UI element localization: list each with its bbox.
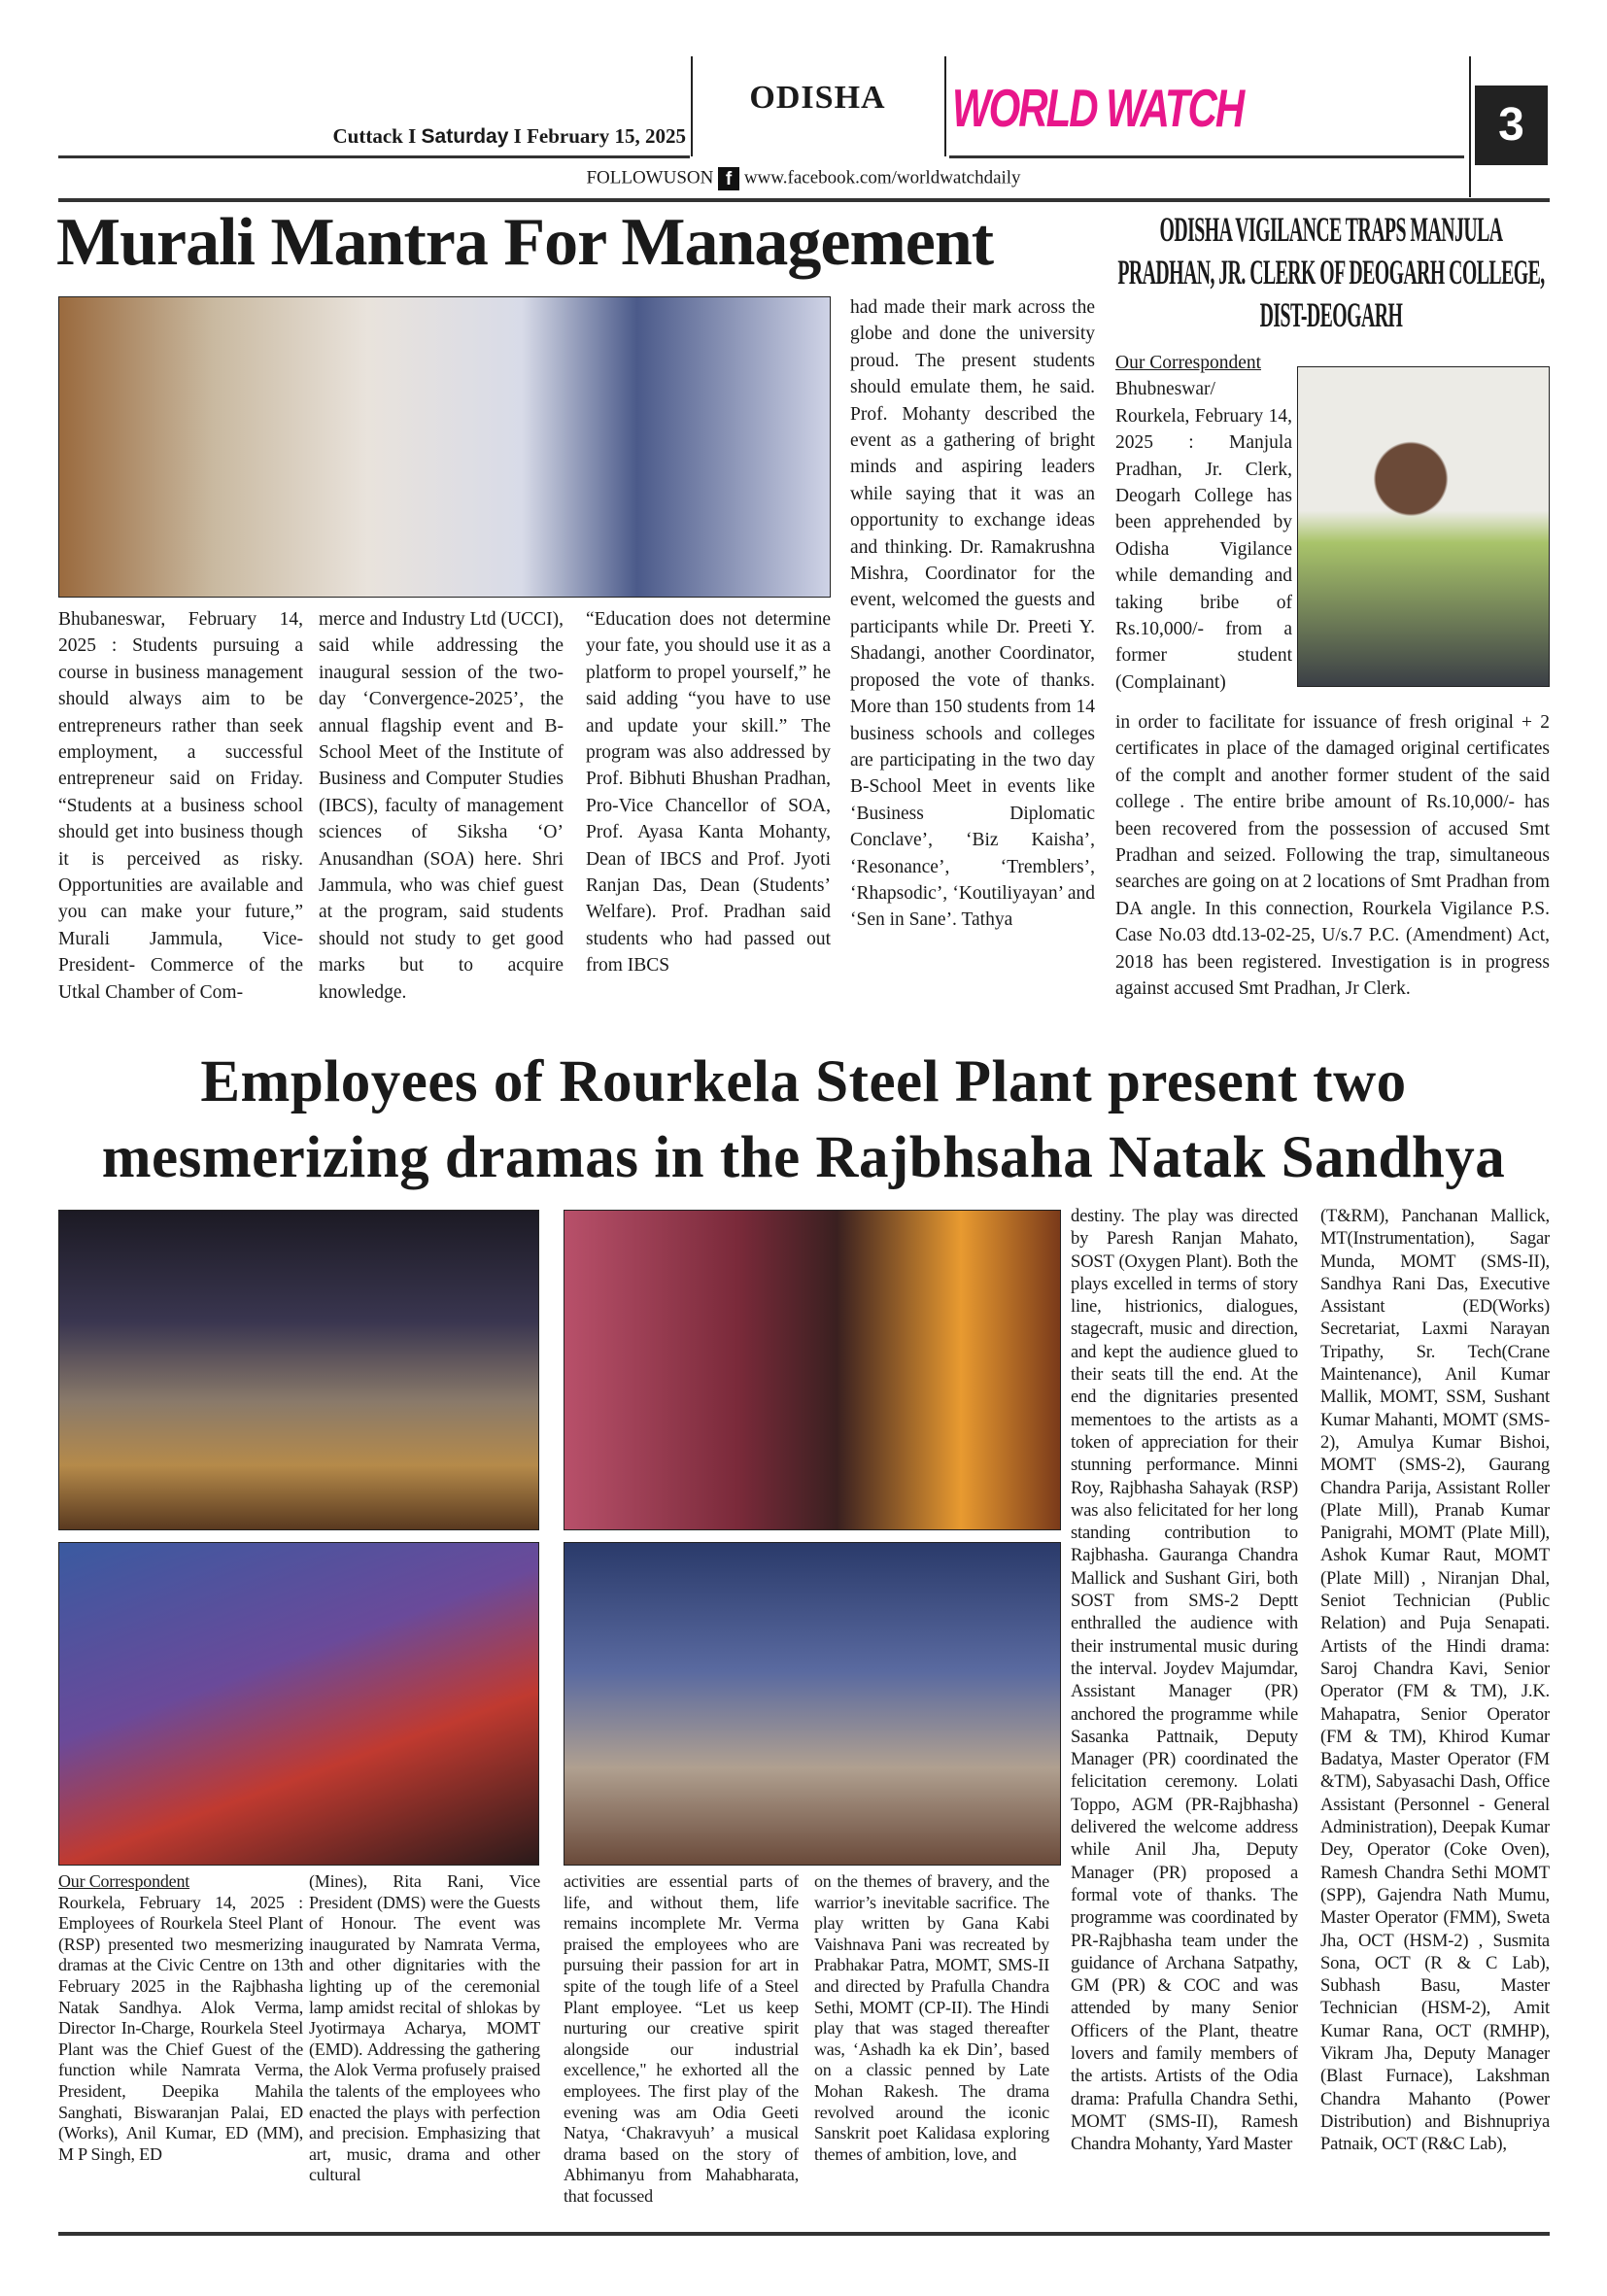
drama-performance-photo [58, 1542, 539, 1866]
rule [58, 155, 690, 158]
world-watch-logo: WORLD WATCH [952, 78, 1244, 138]
vigilance-headline: ODISHA VIGILANCE TRAPS MANJULA PRADHAN, JR. CLERK OF DEOGARH COLLEGE, DIST-DEOGARH [1117, 210, 1545, 334]
group-photo-stage [58, 1210, 539, 1530]
weekday: Saturday [421, 125, 509, 148]
rsp-headline: Employees of Rourkela Steel Plant present two mesmerizing dramas in the Rajbhsaha Natak Sandhya [101, 1049, 1506, 1190]
article-column: “Education does not determine your fate, you should use it as a platform to propel yourself,” he said adding “you have to use and update your skill.” The program was also addressed by Prof. Bibhuti Bhushan Pradhan, Pro-Vice Chancellor of SOA, Prof. Ayasa Kanta Mohanty, Dean of IBCS and Prof. Jyoti Ranjan Das, Dean (Students’ Welfare). Prof. Pradhan said students who had passed out from IBCS [586, 609, 831, 977]
byline: Our Correspondent [58, 1871, 190, 1891]
byline: Our Correspondent [1115, 353, 1262, 373]
article-headline: Murali Mantra For Management [56, 205, 994, 280]
article-column: activities are essential parts of life, and without them, life remains incomplete Mr. Verma praised the employees who are pursuing their passion for art in spite of the tough life of a Steel Plant employee. “Let us keep nurturing our creative spirit alongside our industrial excellence," he exhorted all the employees. The first play of the evening was am Odia Geeti Natya, ‘Chakravyuh’ a musical drama based on the story of Abhimanyu from Mahabharata, that focussed [564, 1871, 799, 2206]
page-number: 3 [1475, 86, 1548, 165]
facebook-link[interactable]: www.facebook.com/worldwatchdaily [743, 167, 1021, 188]
vigilance-narrow-column: Our Correspondent Bhubneswar/ Rourkela, February 14, 2025 : Manjula Pradhan, Jr. Clerk, Deogarh College has been apprehended by Odisha Vigilance while demanding and taking bribe of Rs.10,000/- from a former student (Complainant) [1115, 350, 1292, 707]
article-column: Our Correspondent Rourkela, February 14, 2025 : Employees of Rourkela Steel Plant (RSP) presented two mesmerizing dramas at the Civic Centre on 13th February 2025 in the Rajbhasha Natak Sandhya. Alok Verma, Director In-Charge, Rourkela Steel Plant was the Chief Guest of the function while Namrata Verma, President, Deepika Mahila Sanghati, Biswaranjan Palai, ED (Works), Anil Kumar, ED (MM), M P Singh, ED [58, 1871, 303, 2164]
event-photo-dignitaries [58, 296, 831, 598]
article-column: Bhubaneswar, February 14, 2025 : Students pursuing a course in business management should always aim to be entrepreneurs rather than seek employment, a successful entrepreneur said on Friday. “Students at a business school should get into business though it is perceived as risky. Opportunities are available and you can make your future,” Murali Jammula, Vice-President- Commerce of the Utkal Chamber of Com- [58, 609, 303, 1003]
article-column: (T&RM), Panchanan Mallick, MT(Instrumentation), Sagar Munda, MOMT (SMS-II), Sandhya Rani Das, Executive Assistant (ED(Works) Secretariat, Laxmi Narayan Tripathy, Sr. Tech(Crane Maintenance), Anil Kumar Mallik, MOMT, SSM, Sushant Kumar Mahanti, MOMT (SMS-2), Amulya Kumar Bishoi, MOMT (SMS-2), Gaurang Chandra Parija, Assistant Roller (Plate Mill), Pranab Kumar Panigrahi, MOMT (Plate Mill), Ashok Kumar Raut, MOMT (Plate Mill) , Niranjan Dhal, Seniot Technician (Public Relation) and Puja Senapati. Artists of the Hindi drama: Saroj Chandra Kavi, Senior Operator (FM & TM), J.K. Mahapatra, Senior Operator (FM & TM), Khirod Kumar Badatya, Master Operator (FM &TM), Sabyasachi Dash, Office Assistant (Personnel - General Administration), Deepak Kumar Dey, Operator (Coke Oven), Ramesh Chandra Sethi MOMT (SPP), Gajendra Nath Mumu, Master Operator (FMM), Sweta Jha, OCT (HSM-2) , Susmita Sona, OCT (R & C Lab), Subhash Basu, Master Technician (HSM-2), Amit Kumar Rana, OCT (RMHP), Vikram Jha, Deputy Manager (Blast Furnace), Lakshman Chandra Mahanto (Power Distribution) and Bishnupriya Patnaik, OCT (R&C Lab), [1320, 1206, 1550, 2155]
rule [58, 198, 1550, 202]
rule [58, 2232, 1550, 2236]
city: Cuttack [332, 124, 403, 148]
article-column: merce and Industry Ltd (UCCI), said while addressing the inaugural session of the two-day ‘Convergence-2025’, the annual flagship event and B-School Meet of the Institute of Business and Computer Studies (IBCS), faculty of management sciences of Siksha ‘O’ Anusandhan (SOA) here. Shri Jammula, who was chief guest at the program, said students should not study to get good marks but to acquire knowledge. [319, 609, 564, 1003]
issue-date: February 15, 2025 [527, 124, 686, 148]
accused-photo [1297, 366, 1550, 687]
article-column: had made their mark across the globe and done the university proud. The present students should emulate them, he said. Prof. Mohanty described the event as a gathering of bright minds and aspiring leaders while saying that it was an opportunity to exchange ideas and thinking. Dr. Ramakrushna Mishra, Coordinator for the event, welcomed the guests and participants while Dr. Preeti Y. Shadangi, another Coordinator, proposed the vote of thanks. More than 150 students from 14 business schools and colleges are participating in the two day B-School Meet in events like ‘Business Diplomatic Conclave’, ‘Biz Kaisha’, ‘Resonance’, ‘Tremblers’, ‘Rhapsodic’, ‘Koutiliyayan’ and ‘Sen in Sane’. Tathya [850, 297, 1095, 931]
dateline: Cuttack I Saturday I February 15, 2025 [332, 124, 686, 148]
felicitation-photo [564, 1542, 1061, 1866]
follow-us-line: FOLLOWUSON f www.facebook.com/worldwatchdaily [586, 167, 1021, 189]
article-column: (Mines), Rita Rani, Vice President (DMS) were the Guests of Honour. The event was inaugurated by Namrata Verma, and other dignitaries with the lighting up of the ceremonial lamp amidst recital of shlokas by Jyotirmaya Acharya, MOMT (EMD). Addressing the gathering the Alok Verma profusely praised the talents of the employees who enacted the plays with perfection and precision. Emphasizing that art, music, drama and other cultural [309, 1871, 540, 2185]
article-column: destiny. The play was directed by Paresh Ranjan Mahato, SOST (Oxygen Plant). Both the plays excelled in terms of story line, histrionics, dialogues, stagecraft, music and direction, and kept the audience glued to their seats till the end. At the end the dignitaries presented mementoes to the artists as a token of appreciation for their stunning performance. Minni Roy, Rajbhasha Sahayak (RSP) was also felicitated for her long standing contribution to Rajbhasha. Gauranga Chandra Mallick and Sushant Giri, both SOST from SMS-2 Deptt enthralled the audience with their instrumental music during the interval. Joydev Majumdar, Assistant Manager (PR) anchored the programme while Sasanka Pattnaik, Deputy Manager (PR) coordinated the felicitation ceremony. Lolati Toppo, AGM (PR-Rajbhasha) delivered the welcome address while Anil Jha, Deputy Manager (PR) proposed a formal vote of thanks. The programme was coordinated by PR-Rajbhasha team under the guidance of Archana Satpathy, GM (PR) & COC and was attended by many Senior Officers of the Plant, theatre lovers and family members of the artists. Artists of the Odia drama: Prafulla Chandra Sethi, MOMT (SMS-II), Ramesh Chandra Mohanty, Yard Master [1071, 1206, 1298, 2155]
vigilance-body: in order to facilitate for issuance of fresh original + 2 certificates in place of the damaged original certificates of the complt and another former student of the said college . The entire bribe amount of Rs.10,000/- has been recovered from the possession of accused Smt Pradhan and seized. Following the trap, simultaneous searches are going on at 2 locations of Smt Pradhan from DA angle. In this connection, Rourkela Vigilance P.S. Case No.03 dtd.13-02-25, U/s.7 P.C. (Amendment) Act, 2018 has been registered. Investigation is in progress against accused Smt Pradhan, Jr Clerk. [1115, 712, 1550, 1000]
rule [949, 155, 1464, 158]
section-name: ODISHA [749, 80, 886, 116]
lamp-lighting-photo [564, 1210, 1061, 1530]
header-divider [944, 56, 946, 156]
article-column: on the themes of bravery, and the warrior’s inevitable sacrifice. The play written by Gana Kabi Vaishnava Pani was recreated by Prabhakar Patra, MOMT, SMS-II and directed by Prafulla Chandra Sethi, MOMT (CP-II). The Hindi play that was staged thereafter was, ‘Ashadh ka ek Din’, based on a classic penned by Late Mohan Rakesh. The drama revolved around the iconic Sanskrit poet Kalidasa exploring themes of ambition, love, and [814, 1871, 1049, 2164]
facebook-icon[interactable]: f [718, 167, 739, 190]
